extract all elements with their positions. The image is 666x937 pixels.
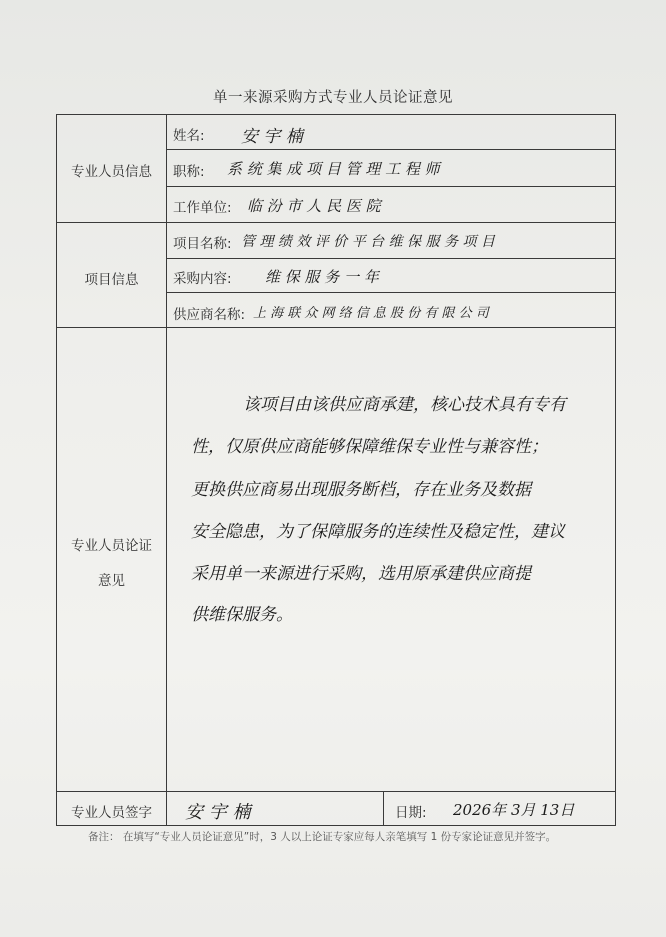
row-divider [166, 149, 616, 150]
footnote: 备注： 在填写“专业人员论证意见”时，3 人以上论证专家应每人亲笔填写 1 份专家论证意见并签字。 [88, 831, 557, 843]
date-label: 日期: [395, 805, 427, 821]
employer-label: 工作单位: [173, 200, 232, 216]
date-value: 2026年 3月 13日 [453, 801, 575, 819]
row-divider [166, 292, 616, 293]
name-value: 安 宇 楠 [241, 127, 303, 147]
section-opinion-line1: 专业人员论证 [71, 538, 152, 554]
employer-value: 临 汾 市 人 民 医 院 [247, 197, 381, 215]
supplier-name-label: 供应商名称: [173, 307, 246, 323]
column-divider [166, 115, 167, 826]
column-divider [383, 791, 384, 826]
section-opinion-line2: 意见 [98, 573, 125, 589]
opinion-line: 该项目由该供应商承建，核心技术具有专有 [243, 395, 566, 415]
section-divider [57, 791, 616, 792]
name-label: 姓名: [173, 128, 205, 144]
opinion-line: 采用单一来源进行采购，选用原承建供应商提 [191, 564, 531, 584]
opinion-line: 更换供应商易出现服务断档，存在业务及数据 [191, 480, 531, 500]
row-divider [166, 186, 616, 187]
purchase-content-label: 采购内容: [173, 271, 232, 287]
job-title-label: 职称: [173, 164, 205, 180]
opinion-line: 安全隐患，为了保障服务的连续性及稳定性，建议 [191, 522, 565, 542]
form-table [56, 114, 616, 826]
purchase-content-value: 维 保 服 务 一 年 [265, 268, 379, 286]
opinion-line: 性，仅原供应商能够保障维保专业性与兼容性； [191, 437, 548, 457]
project-name-label: 项目名称: [173, 236, 232, 252]
supplier-name-value: 上 海 联 众 网 络 信 息 股 份 有 限 公 司 [253, 306, 489, 321]
signature-value: 安 宇 楠 [185, 802, 251, 823]
form-title: 单一来源采购方式专业人员论证意见 [213, 90, 453, 106]
row-divider [166, 258, 616, 259]
section-divider [57, 327, 616, 328]
section-expert-info: 专业人员信息 [71, 164, 152, 180]
section-signature: 专业人员签字 [71, 805, 152, 821]
section-divider [57, 222, 616, 223]
opinion-line: 供维保服务。 [191, 605, 293, 625]
project-name-value: 管 理 绩 效 评 价 平 台 维 保 服 务 项 目 [241, 234, 495, 250]
job-title-value: 系 统 集 成 项 目 管 理 工 程 师 [227, 160, 440, 178]
section-project-info: 项目信息 [84, 272, 139, 288]
